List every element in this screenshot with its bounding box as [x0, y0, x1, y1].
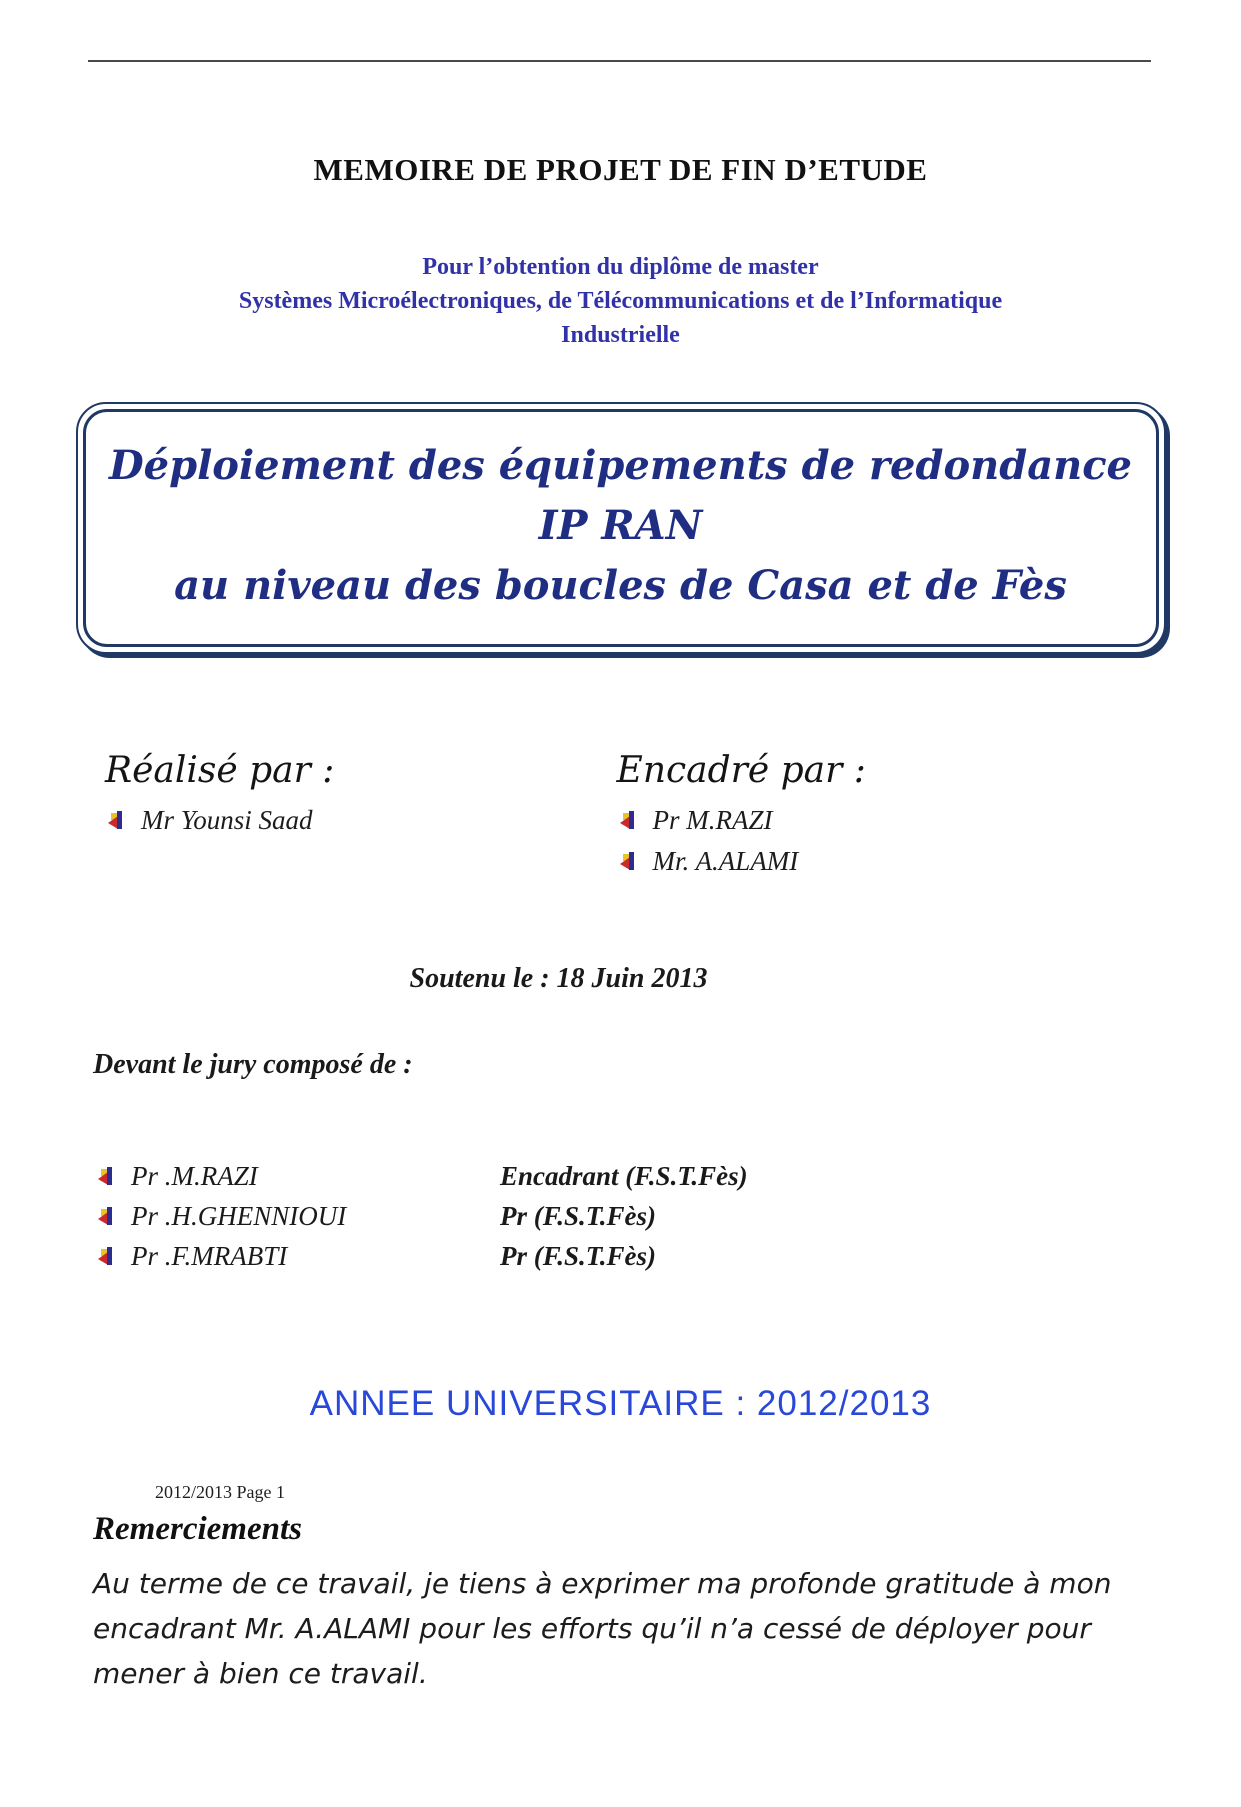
bullet-icon	[617, 810, 639, 832]
jury-member-role: Encadrant (F.S.T.Fès)	[500, 1161, 748, 1192]
project-title-line: Déploiement des équipements de redondance IP RAN	[108, 442, 1132, 550]
bullet-icon	[617, 851, 639, 873]
jury-member	[95, 1201, 500, 1232]
project-title-box-inner	[83, 409, 1159, 647]
list-item	[105, 805, 582, 836]
encadre-par-item: Pr M.RAZI	[652, 805, 773, 836]
encadre-par-heading: Encadré par :	[616, 750, 866, 792]
jury-member	[95, 1241, 500, 1272]
page-footer: 2012/2013 Page 1	[155, 1482, 285, 1503]
realise-par-item: Mr Younsi Saad	[141, 805, 313, 836]
subtitle-line: Industrielle	[561, 322, 680, 349]
jury-member-role: Pr (F.S.T.Fès)	[500, 1201, 657, 1232]
degree-subtitle	[0, 250, 1241, 352]
subtitle-line: Pour l’obtention du diplôme de master	[422, 254, 819, 280]
bullet-icon	[105, 810, 127, 832]
jury-member-name: Pr .F.MRABTI	[131, 1241, 288, 1272]
acknowledgements-text: Au terme de ce travail, je tiens à exprimer ma profonde gratitude à mon encadrant Mr. A.ALAMI pour les efforts qu’il n’a cessé de déployer pour mener à bien ce travail.	[93, 1567, 1112, 1690]
bullet-icon	[95, 1206, 117, 1228]
list-item	[617, 846, 1141, 877]
jury-member	[95, 1161, 500, 1192]
jury-list	[0, 1161, 1241, 1272]
defense-date: Soutenu le : 18 Juin 2013	[409, 963, 708, 995]
credits-section	[0, 750, 1241, 877]
project-title-box	[76, 402, 1166, 654]
academic-year: ANNEE UNIVERSITAIRE : 2012/2013	[309, 1384, 932, 1424]
list-item	[617, 805, 1141, 836]
acknowledgements-heading: Remerciements	[93, 1511, 302, 1548]
realise-par-heading: Réalisé par :	[105, 750, 335, 792]
top-divider	[88, 60, 1151, 62]
jury-member-name: Pr .M.RAZI	[131, 1161, 258, 1192]
project-title	[98, 436, 1144, 616]
encadre-par-item: Mr. A.ALAMI	[652, 846, 799, 877]
bullet-icon	[95, 1246, 117, 1268]
bullet-icon	[95, 1166, 117, 1188]
jury-row	[95, 1241, 1241, 1272]
document-title: MEMOIRE DE PROJET DE FIN D’ETUDE	[313, 152, 928, 187]
encadre-par-column	[582, 750, 1141, 877]
realise-par-column	[105, 750, 582, 877]
project-title-line: au niveau des boucles de Casa et de Fès	[174, 562, 1067, 610]
jury-heading: Devant le jury composé de :	[93, 1049, 413, 1081]
jury-member-role: Pr (F.S.T.Fès)	[500, 1241, 657, 1272]
jury-row	[95, 1201, 1241, 1232]
subtitle-line: Systèmes Microélectroniques, de Télécommunications et de l’Informatique	[238, 288, 1003, 315]
jury-member-name: Pr .H.GHENNIOUI	[131, 1201, 347, 1232]
jury-row	[95, 1161, 1241, 1192]
